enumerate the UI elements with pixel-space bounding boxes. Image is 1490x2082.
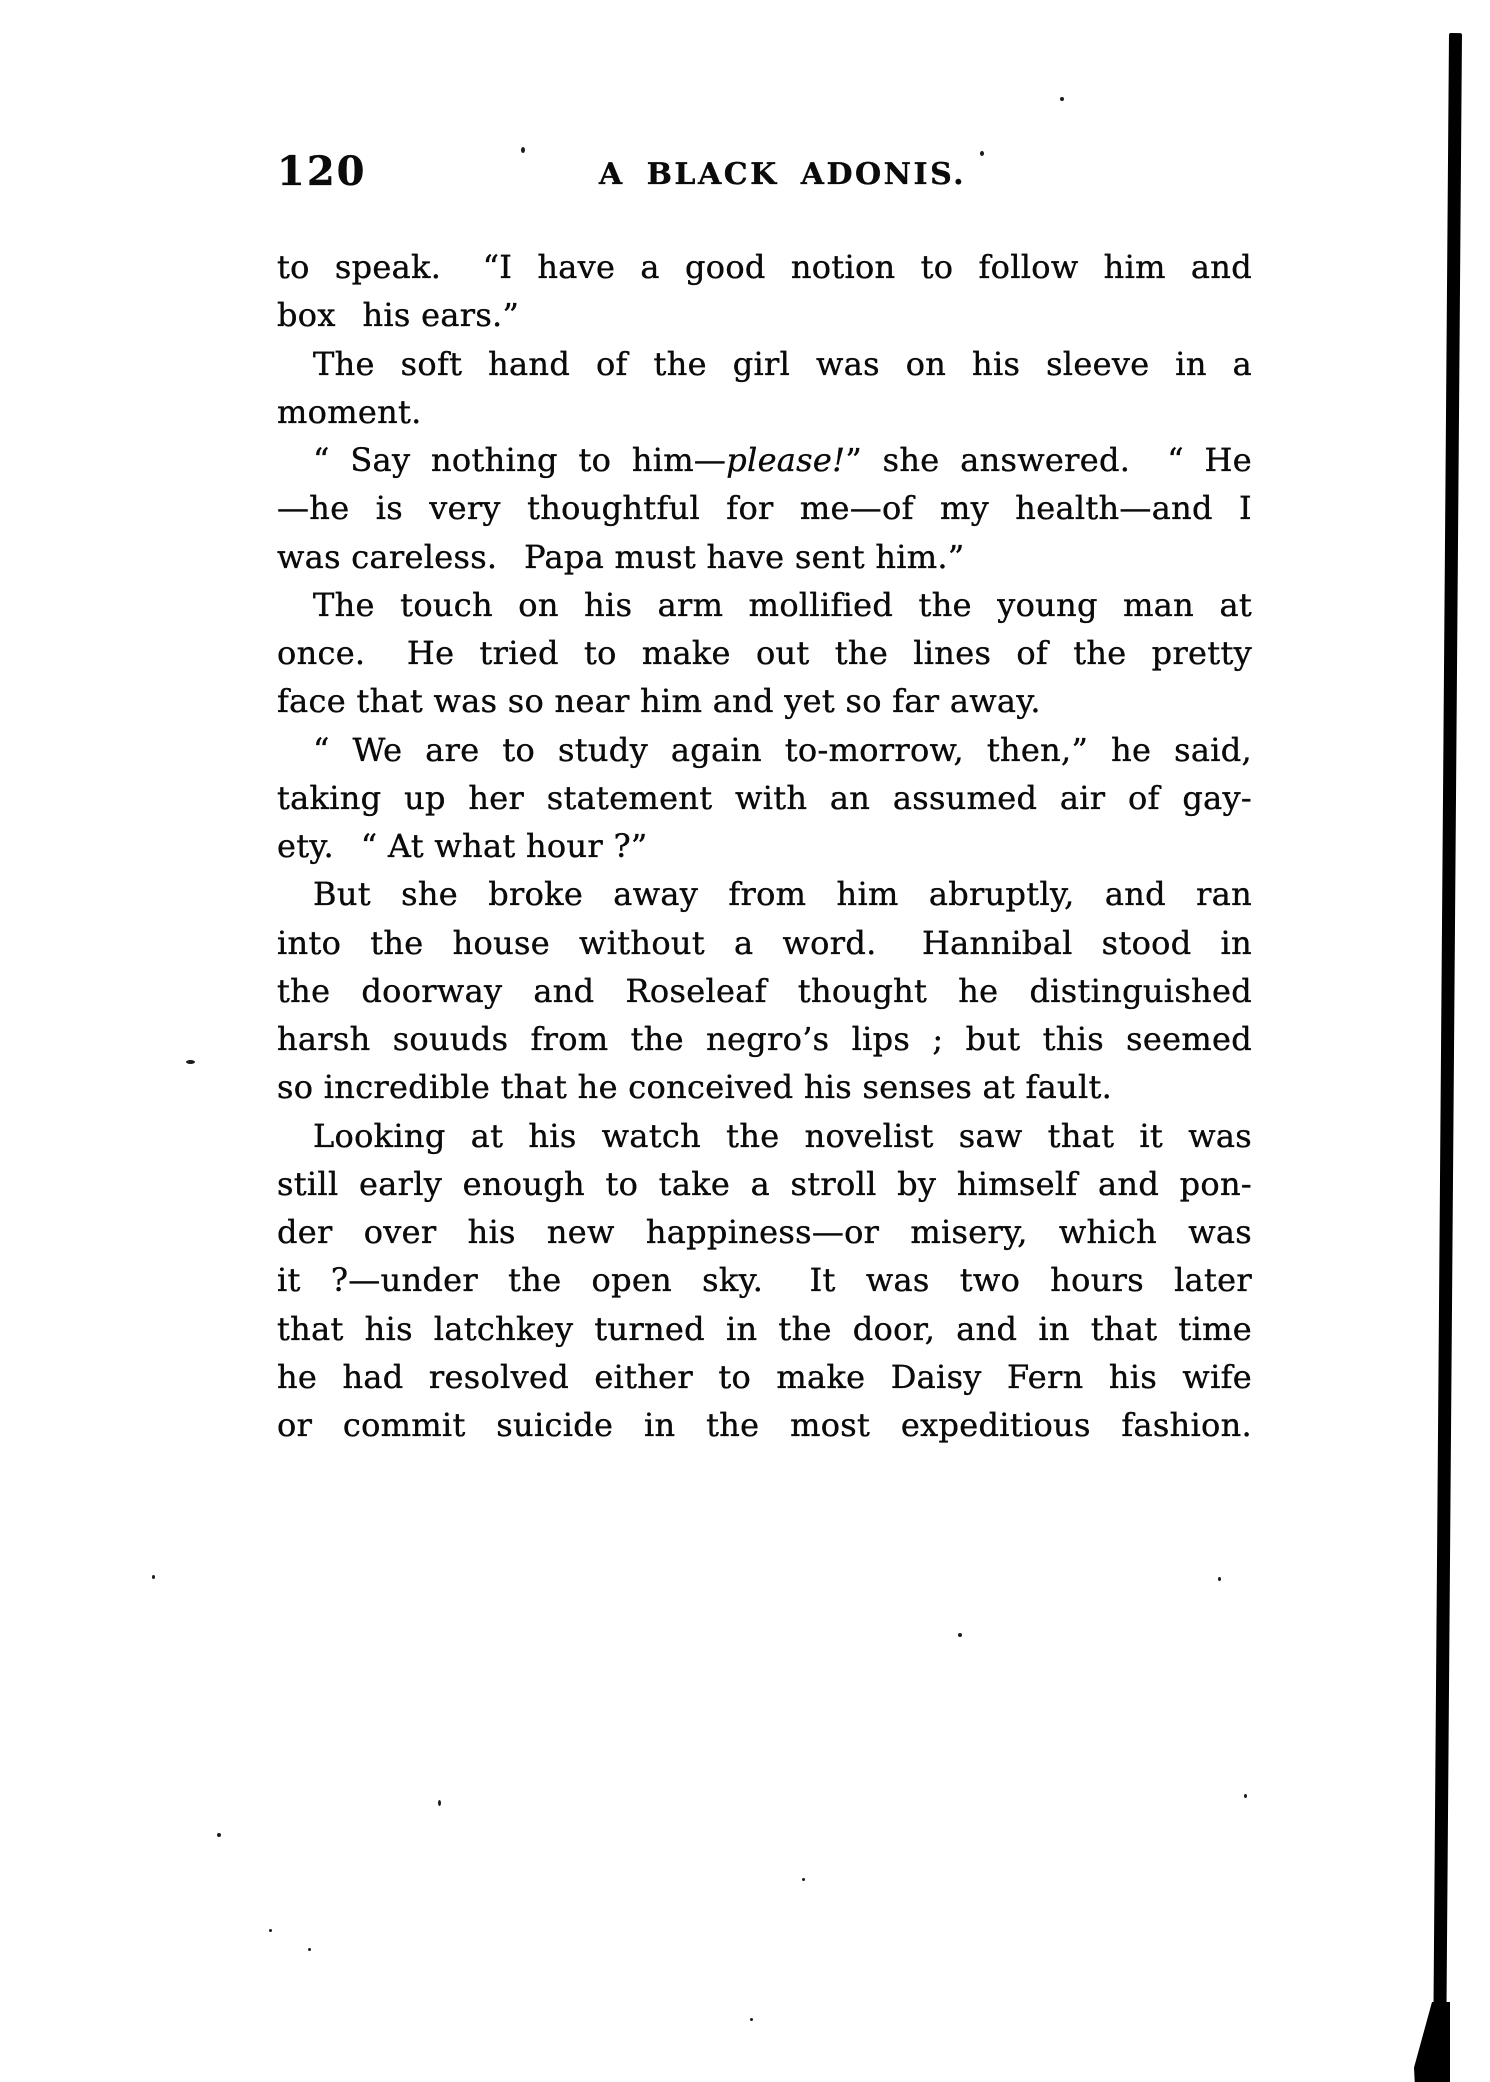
scan-binding-edge-artifact [1433,33,1462,2008]
text-segment: harsh souuds from the negro’s lips ; but this seemed [277,1020,1252,1058]
text-line [277,677,1252,725]
text-segment: ety. “ At what hour ?” [277,827,648,865]
page-number: 120 [277,148,367,195]
ink-speck [152,1575,155,1579]
scan-binding-edge-foot-artifact [1414,2002,1450,2082]
text-segment: that his latchkey turned in the door, and in that time [277,1309,1252,1348]
ink-speck [802,1878,805,1881]
text-segment: or commit suicide in the most expeditious fashion. [277,1406,1252,1444]
text-line [277,1063,1252,1111]
text-line [277,1305,1252,1353]
text-line [277,1353,1252,1401]
text-line [277,1401,1252,1449]
text-block [277,243,1252,1449]
text-segment: ” she answered. “ He [845,441,1252,479]
text-line [277,629,1252,677]
text-segment: the doorway and Roseleaf thought he distinguished [277,971,1252,1010]
text-segment: face that was so near him and yet so far away. [277,682,1041,721]
text-line [277,822,1252,870]
text-segment: taking up her statement with an assumed air of gay- [277,778,1252,817]
text-segment: box his ears.” [277,296,520,335]
text-segment: The soft hand of the girl was on his sleeve in a [313,344,1252,383]
text-line [277,1208,1252,1256]
text-segment: it ?—under the open sky. It was two hours later [277,1261,1252,1300]
ink-speck [750,2018,753,2021]
ink-speck [438,1800,441,1806]
text-line [277,967,1252,1015]
text-segment: But she broke away from him abruptly, and ran [313,875,1252,914]
ink-speck [1244,1794,1247,1798]
text-segment: still early enough to take a stroll by himself and pon- [277,1164,1252,1203]
text-line [277,533,1252,581]
text-segment: to speak. “I have a good notion to follow him and [277,248,1252,286]
text-line [277,484,1252,532]
text-line [277,291,1252,339]
text-line [277,870,1252,918]
italic-text-segment: please! [726,441,846,479]
text-line [277,581,1252,629]
text-segment: —he is very thoughtful for me—of my health—and I [277,489,1252,528]
text-line [277,388,1252,436]
text-line [277,1015,1252,1063]
text-line [277,1256,1252,1304]
text-segment: was careless. Papa must have sent him.” [277,537,965,576]
text-segment: Looking at his watch the novelist saw that it was [313,1116,1252,1155]
ink-speck [308,1948,311,1951]
text-line [277,1160,1252,1208]
text-segment: into the house without a word. Hannibal stood in [277,923,1252,962]
text-segment: he had resolved either to make Daisy Fern his wife [277,1357,1252,1396]
ink-speck [980,151,984,156]
ink-speck [1060,97,1064,101]
text-line [277,726,1252,774]
ink-speck [186,1060,195,1064]
text-segment: moment. [277,392,422,431]
text-line [277,1112,1252,1160]
ink-speck [521,147,525,153]
text-segment: once. He tried to make out the lines of the pretty [277,634,1252,672]
text-segment: der over his new happiness—or misery, which was [277,1213,1252,1251]
text-line [277,919,1252,967]
ink-speck [958,1633,962,1637]
running-header-title: A BLACK ADONIS. [598,157,967,192]
text-line [277,774,1252,822]
text-line [277,436,1252,484]
text-segment: so incredible that he conceived his senses at fault. [277,1068,1113,1107]
text-line [277,243,1252,291]
text-segment: The touch on his arm mollified the young man at [313,585,1252,624]
ink-speck [217,1833,221,1837]
ink-speck [1218,1577,1221,1581]
text-line [277,340,1252,388]
text-segment: “ We are to study again to-morrow, then,” he said, [313,730,1252,769]
ink-speck [269,1929,272,1932]
text-segment: “ Say nothing to him— [313,441,727,479]
